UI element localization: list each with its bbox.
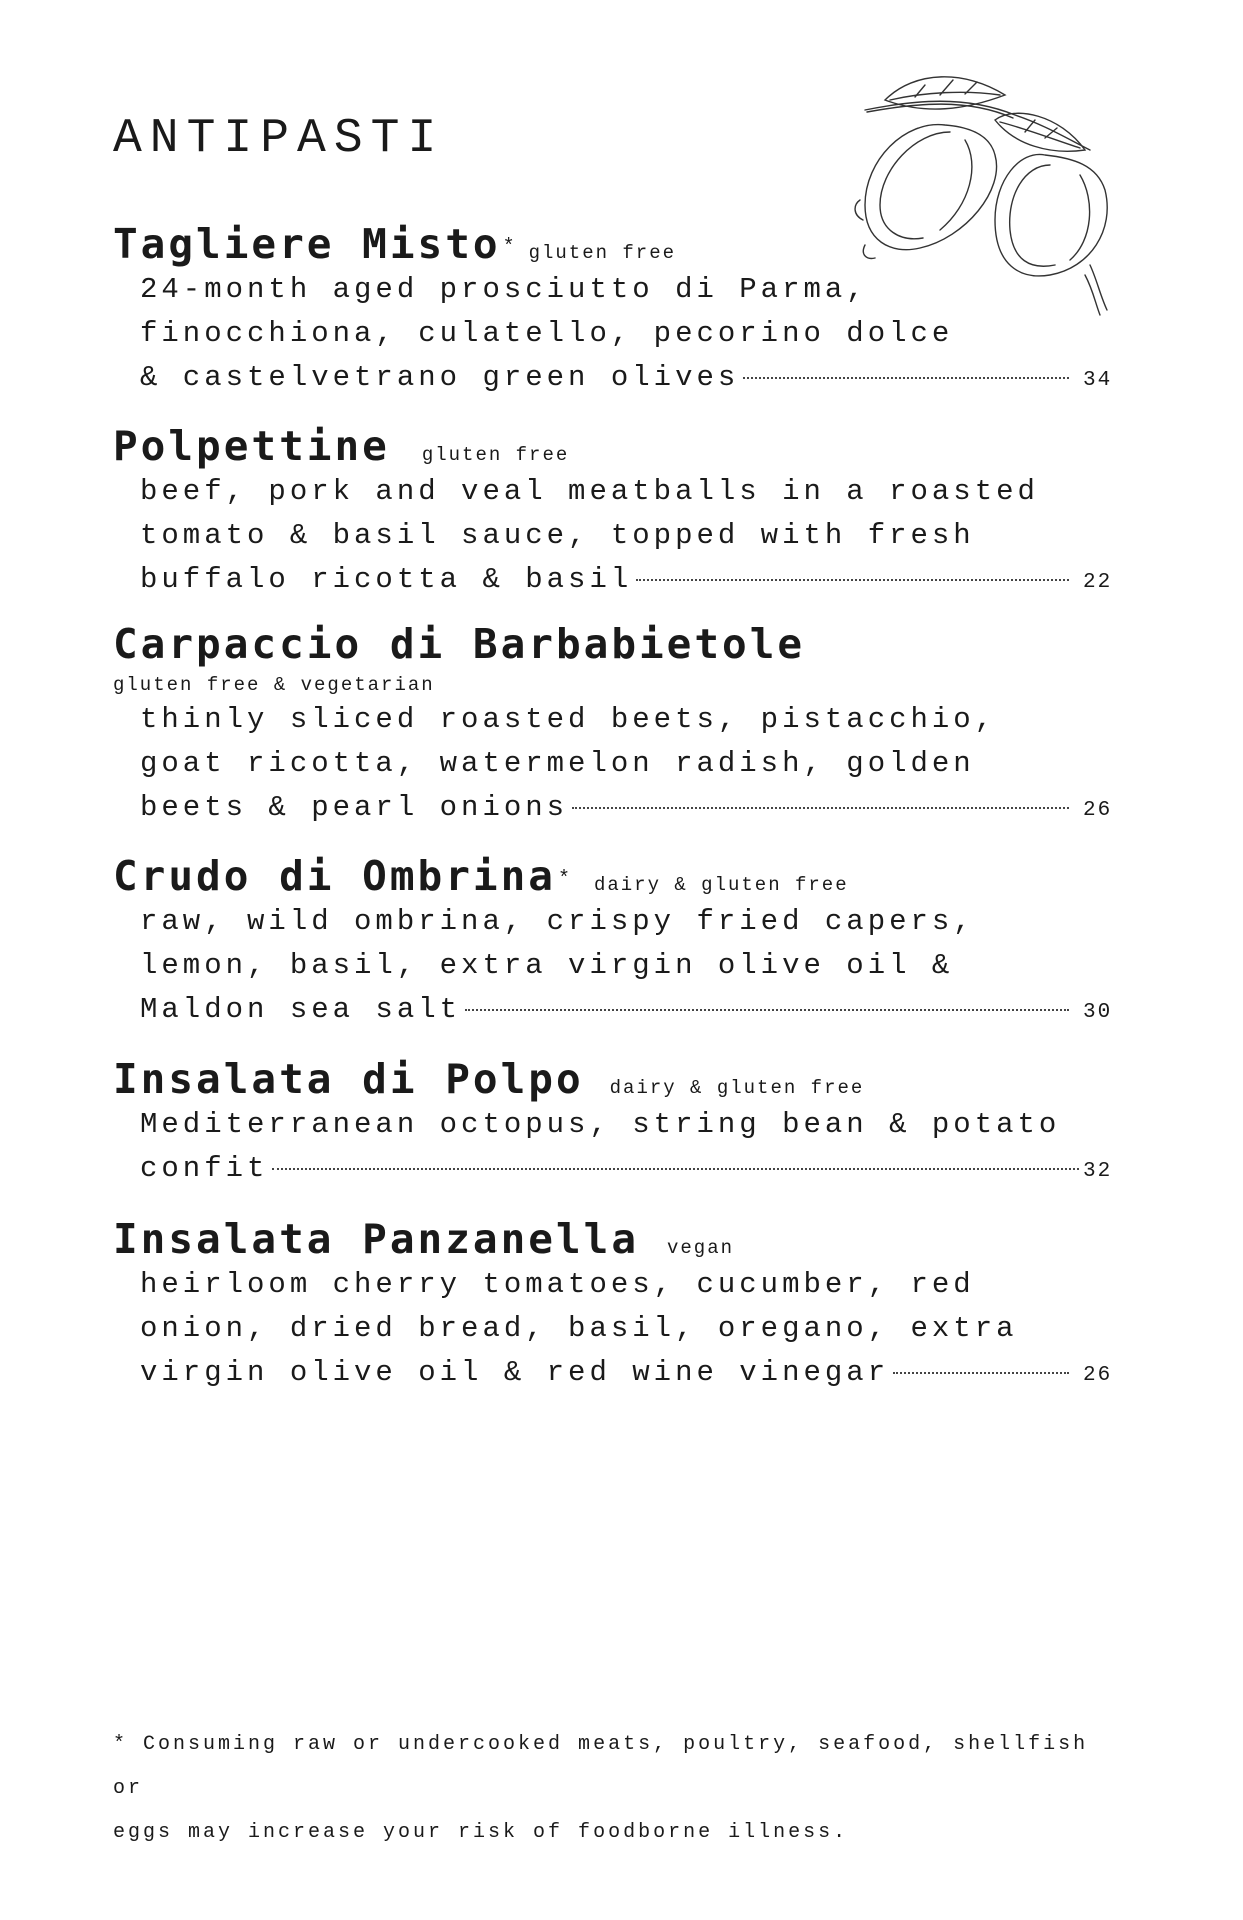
description-last-line — [140, 1147, 1123, 1194]
menu-item-name: Polpettine — [113, 422, 390, 470]
menu-item-header — [113, 1055, 1123, 1103]
description-line: & castelvetrano green olives — [140, 361, 740, 394]
menu-item-name: Crudo di Ombrina — [113, 852, 556, 900]
menu-item-header — [113, 422, 1123, 470]
menu-item — [113, 852, 1123, 1035]
dot-leader — [893, 1372, 1069, 1374]
menu-item-name: Carpaccio di Barbabietole — [113, 620, 806, 668]
menu-item-description — [140, 1263, 1123, 1398]
raw-food-asterisk: * — [502, 235, 515, 259]
disclaimer-line: * Consuming raw or undercooked meats, poultry, seafood, shellfish or — [113, 1733, 1089, 1800]
dietary-tag: gluten free — [528, 242, 677, 264]
menu-item-description — [140, 268, 1123, 403]
menu-item-header — [113, 852, 1123, 900]
dot-leader — [572, 807, 1069, 809]
menu-item-price: 26 — [1083, 799, 1113, 822]
description-line: goat ricotta, watermelon radish, golden — [140, 747, 975, 780]
description-line: Mediterranean octopus, string bean & potato — [140, 1108, 1061, 1141]
description-last-line — [140, 356, 1123, 403]
description-last-line — [140, 558, 1123, 605]
menu-item-name: Insalata Panzanella — [113, 1215, 639, 1263]
description-last-line — [140, 988, 1123, 1035]
menu-item-price: 32 — [1083, 1160, 1113, 1183]
menu-item-price: 30 — [1083, 1001, 1113, 1024]
menu-item — [113, 1055, 1123, 1194]
menu-item — [113, 620, 1123, 833]
raw-food-disclaimer — [113, 1723, 1123, 1855]
menu-item-header — [113, 620, 1123, 668]
menu-item-description — [140, 698, 1123, 833]
menu-item-description — [140, 900, 1123, 1035]
dot-leader — [272, 1168, 1079, 1170]
description-line: finocchiona, culatello, pecorino dolce — [140, 317, 954, 350]
description-last-line — [140, 786, 1123, 833]
description-line: heirloom cherry tomatoes, cucumber, red — [140, 1268, 975, 1301]
description-line: raw, wild ombrina, crispy fried capers, — [140, 905, 975, 938]
menu-item — [113, 422, 1123, 605]
menu-item — [113, 220, 1123, 403]
dot-leader — [465, 1009, 1069, 1011]
dietary-tag: vegan — [667, 1237, 735, 1259]
raw-food-asterisk: * — [557, 867, 570, 891]
disclaimer-line: eggs may increase your risk of foodborne illness. — [113, 1821, 849, 1844]
menu-item-price: 22 — [1083, 571, 1113, 594]
description-line: thinly sliced roasted beets, pistacchio, — [140, 703, 997, 736]
dot-leader — [743, 377, 1069, 379]
menu-item-description — [140, 470, 1123, 605]
menu-item-price: 26 — [1083, 1364, 1113, 1387]
description-line: virgin olive oil & red wine vinegar — [140, 1356, 890, 1389]
description-line: lemon, basil, extra virgin olive oil & — [140, 949, 954, 982]
description-line: Maldon sea salt — [140, 993, 462, 1026]
description-line: tomato & basil sauce, topped with fresh — [140, 519, 975, 552]
dot-leader — [636, 579, 1069, 581]
description-line: confit — [140, 1152, 269, 1185]
page-title: ANTIPASTI — [113, 112, 445, 166]
description-last-line — [140, 1351, 1123, 1398]
dietary-tag: dairy & gluten free — [593, 874, 849, 896]
menu-item-description — [140, 1103, 1123, 1194]
description-line: onion, dried bread, basil, oregano, extra — [140, 1312, 1018, 1345]
dietary-tag: gluten free — [421, 444, 570, 466]
description-line: beets & pearl onions — [140, 791, 569, 824]
dietary-tag: gluten free & vegetarian — [113, 674, 435, 696]
menu-item — [113, 1215, 1123, 1398]
menu-item-price: 34 — [1083, 369, 1113, 392]
menu-item-name: Insalata di Polpo — [113, 1055, 584, 1103]
description-line: 24-month aged prosciutto di Parma, — [140, 273, 868, 306]
menu-item-header — [113, 1215, 1123, 1263]
description-line: beef, pork and veal meatballs in a roasted — [140, 475, 1039, 508]
description-line: buffalo ricotta & basil — [140, 563, 633, 596]
menu-item-header — [113, 220, 1123, 268]
menu-item-name: Tagliere Misto — [113, 220, 501, 268]
dietary-tag: dairy & gluten free — [609, 1077, 865, 1099]
